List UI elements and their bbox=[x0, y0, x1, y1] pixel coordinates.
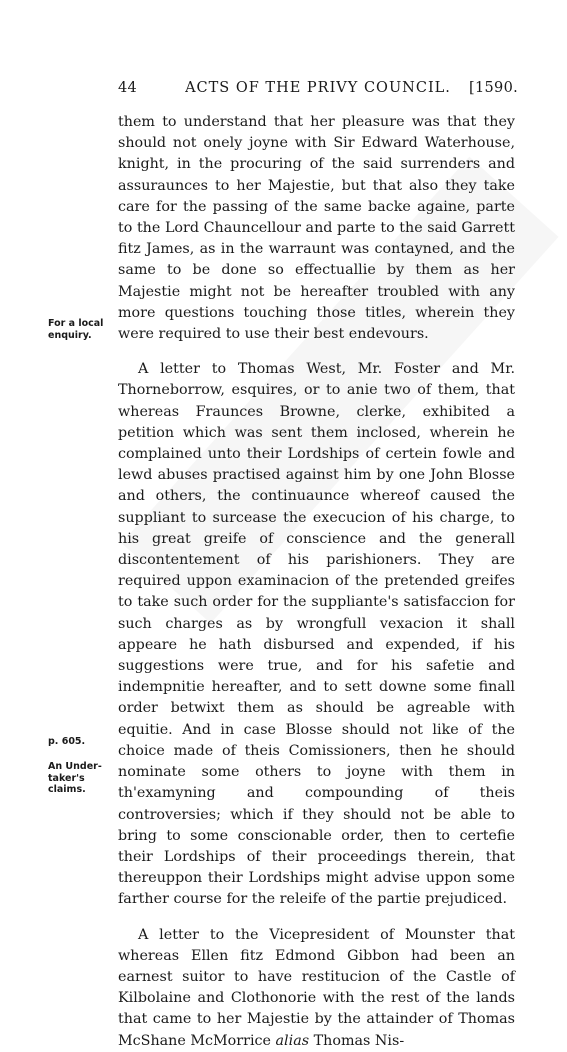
margin-note-undertaker bbox=[48, 761, 114, 796]
running-title: ACTS OF THE PRIVY COUNCIL. bbox=[185, 80, 451, 96]
margin-note-line: For a local bbox=[48, 318, 104, 329]
paragraph-continued: them to understand that her pleasure was that they should not onely joyne with Sir Edward Waterhouse, knight, in the procuring of the said surrenders and assuraunces to her Majestie, but that also they take care for the passing of the same backe againe, parte to the Lord Chauncellour and parte to the said Garrett fitz James, as in the warraunt was contayned, and the same to be done so effectuallie by them as her Majestie might not be hereafter troubled with any more questions touching those titles, wherein they were required to use their best endevours. bbox=[118, 114, 515, 343]
margin-note-line: enquiry. bbox=[48, 329, 92, 341]
margin-note-local-enquiry bbox=[48, 318, 114, 341]
margin-note-line: taker's claims. bbox=[48, 772, 86, 795]
header-year: [1590. bbox=[469, 80, 518, 96]
margin-note-page-ref bbox=[48, 736, 114, 748]
paragraph-letter-west: A letter to Thomas West, Mr. Foster and Mr. Thorneborrow, esquires, or to anie two of them, that whereas Fraunces Browne, clerke, exhibited a petition which was sent them inclosed, wherein he complained unto their Lordships of certein fowle and lewd abuses practised against him by one John Blosse and others, the continuaunce whereof caused the suppliant to surcease the execucion of his charge, to his great greife of conscience and the generall discontentement of his parishioners. They are required uppon examinacion of the pretended greifes to take such order for the suppliante's satisfaccion for such charges as by wrongfull vexacion it shall appeare he hath disbursed and expended, if his suggestions were true, and for his safetie and indempnitie hereafter, and to sett downe some finall order betwixt them as should be agreable with equitie. And in case Blosse should not like of the choice made of theis Comissioners, then he should nominate some others to joyne with them in th'examyning and compounding of theis controversies; which if they should not be able to bring to some conscionable order, then to certefie their Lordships of their proceedings therein, that thereuppon their Lordships might advise uppon some farther course for the releife of the partie prejudiced. bbox=[118, 361, 515, 908]
paragraph-letter-vicepresident bbox=[118, 925, 515, 1052]
italic-term: alias bbox=[275, 1032, 310, 1049]
running-header bbox=[118, 80, 518, 102]
page-number: 44 bbox=[118, 80, 138, 96]
margin-note-line: p. 605. bbox=[48, 736, 86, 747]
paragraph-text: A letter to the Vicepresident of Mounster that whereas Ellen fitz Edmond Gibbon had been an earnest suitor to have restitucion of the Castle of Kilbolaine and Clothonorie with the rest of the lands that came to her Majestie by the attainder of Thomas McShane McMorrice bbox=[118, 926, 515, 1049]
paragraph-text: Thomas Nis- bbox=[309, 1032, 405, 1049]
margin-note-line: An Under- bbox=[48, 761, 102, 772]
body-text bbox=[118, 112, 515, 1052]
